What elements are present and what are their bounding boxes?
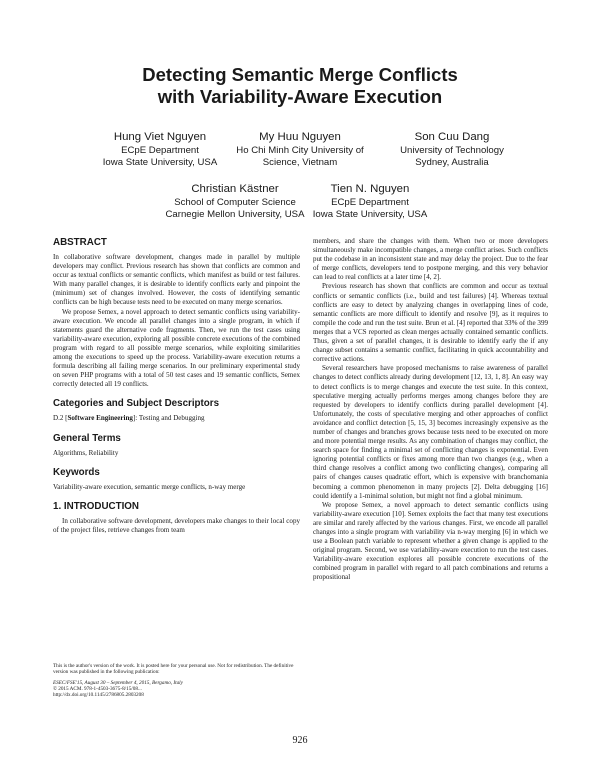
footnote-line: ESEC/FSE'15, August 30 – September 4, 2015, Bergamo, Italy <box>53 679 183 686</box>
author-affiliation: Sydney, Australia <box>415 156 489 168</box>
author-affiliation: Carnegie Mellon University, USA <box>165 208 305 220</box>
author-3 <box>382 130 522 168</box>
categories-heading: Categories and Subject Descriptors <box>53 398 220 410</box>
keywords-heading: Keywords <box>53 466 100 478</box>
abstract-paragraph: In collaborative software development, changes made in parallel by multiple developers may conflict. Previous research has shown that conflicts are common and occur as textual conflicts or semantic conflicts, which manifest as build or test failures. With many parallel changes, it is desirable to identify conflicts early and pinpoint the (minimum) set of changes involved. However, the costs of identifying semantic conflicts can be high because tests need to be executed on many merge scenarios. <box>53 253 300 307</box>
author-affiliation: Iowa State University, USA <box>312 208 428 220</box>
author-affiliation: University of Technology <box>400 145 504 156</box>
author-affiliation: School of Computer Science <box>174 197 296 208</box>
author-name: Tien N. Nguyen <box>330 183 410 195</box>
footnote-line: © 2015 ACM. 978-1-4503-3675-8/15/08... <box>53 685 142 692</box>
general-terms-text: Algorithms, Reliability <box>53 448 119 457</box>
right-column <box>313 237 548 583</box>
author-affiliation: Ho Chi Minh City University of <box>236 145 364 156</box>
title-line-1: Detecting Semantic Merge Conflicts <box>142 64 458 85</box>
author-name: Son Cuu Dang <box>414 131 490 143</box>
body-paragraph: Several researchers have proposed mechanisms to raise awareness of parallel changes to detect conflicts already during development [12, 13, 1, 8]. An easy way to detect conflicts is to merge changes and execute the test suite. In this context, speculative merging actually performs merges among changes before they are requested by developers to identify conflicts during parallel development [4]. Unfortunately, the costs of speculative merging and other approaches of conflict avoidance and conflict detection [5, 15, 3] becomes increasingly expensive as the number of changes and branches grows because tests need to be executed on more and more potential merge results. As any combination of changes may conflict, the search space for finding a minimal set of conflicting changes is exponential. Even ignoring potential conflicts or fixes among more than two changes (e.g., when a third change resolves a conflict among two conflicting changes), comparing all pairs of changes causes quadratic effort, which is expensive with branchomania becoming a common phenomenon in many projects [2]. Delta debugging [16] could identify a 1-minimal solution, but might not find a global minimum. <box>313 364 548 500</box>
author-1 <box>90 130 230 168</box>
author-affiliation: ECpE Department <box>121 145 199 156</box>
body-paragraph: We propose Semex, a novel approach to detect semantic conflicts using variability-aware execution [10]. Semex exploits the fact that many test executions are similar and rarely affected by the various changes. First, we encode all parallel changes into a single program with variability via n-way merging [6] in which we use a Boolean patch variable to represent whether a given change is applied to the original program. Second, we use variability-aware execution to run the test cases. Variability-aware execution explores all possible concrete executions of the combined program in parallel with regard to all patch combinations and returns a propositional <box>313 500 548 582</box>
author-2 <box>220 130 380 168</box>
author-affiliation: ECpE Department <box>331 197 409 208</box>
paper-title <box>0 64 600 108</box>
keywords-text: Variability-aware execution, semantic merge conflicts, n-way merge <box>53 482 246 491</box>
body-paragraph: Previous research has shown that conflicts are common and occur as textual conflicts or semantic conflicts (i.e., build and test failures) [4]. Whereas textual conflicts are easy to detect by analyzing changes in overlapping lines of code, semantic conflicts are more difficult to identify and resolve [9], as it requires to compile the code and run the test suite. Brun et al. [4] reported that 33% of the 399 merges that a VCS reported as clean merges actually contained semantic conflicts. Thus, given a set of parallel changes, it is desirable to identify early the if any change subset contains a semantic conflict, facilitating in quick accountability and corrective actions. <box>313 282 548 364</box>
introduction-heading: 1. INTRODUCTION <box>53 500 139 512</box>
author-name: Hung Viet Nguyen <box>113 131 207 143</box>
page-number: 926 <box>292 735 308 746</box>
footnote-line: http://dx.doi.org/10.1145/2786805.2803208 <box>53 692 144 699</box>
body-paragraph: members, and share the changes with them. When two or more developers simultaneously make incompatible changes, a merge conflict arises. Such conflicts put the codebase in an inconsistent state and may delay the project. Due to the fear of merge conflicts, developers tend to postpone merging, and this very behavior can lead to real conflicts at a later time [4, 2]. <box>313 237 548 282</box>
author-5 <box>290 182 450 220</box>
general-terms-heading: General Terms <box>53 432 121 444</box>
copyright-footnote <box>53 663 300 698</box>
author-name: Christian Kästner <box>191 183 279 195</box>
footnote-line: This is the author's version of the work. It is posted here for your personal use. Not for redistribution. The definitive version was published in the following publication: <box>53 663 294 676</box>
categories-text: D.2 [Software Engineering]: Testing and Debugging <box>53 414 205 423</box>
introduction-paragraph: In collaborative software development, developers make changes to their local copy of the project files, retrieve changes from team <box>53 516 300 534</box>
abstract-heading: ABSTRACT <box>53 237 107 248</box>
left-column <box>53 237 300 535</box>
abstract-paragraph: We propose Semex, a novel approach to detect semantic conflicts using variability-aware execution. We encode all parallel changes into a single program, in which if statements guard the alternative code fragments. Then, we run the test cases using variability-aware execution, exploring all possible concrete executions of the combined program with regard to all possible merge scenarios, while exploiting similarities among the executions to speed up the process. Variability-aware execution returns a formula describing all failing merge scenarios. In our preliminary experimental study on seven PHP programs with a total of 50 test cases and 19 semantic conflicts, Semex correctly detected all 19 conflicts. <box>53 307 300 389</box>
author-affiliation: Iowa State University, USA <box>102 156 218 168</box>
title-line-2: with Variability-Aware Execution <box>157 86 443 107</box>
author-name: My Huu Nguyen <box>259 131 341 143</box>
author-affiliation: Science, Vietnam <box>262 156 338 168</box>
